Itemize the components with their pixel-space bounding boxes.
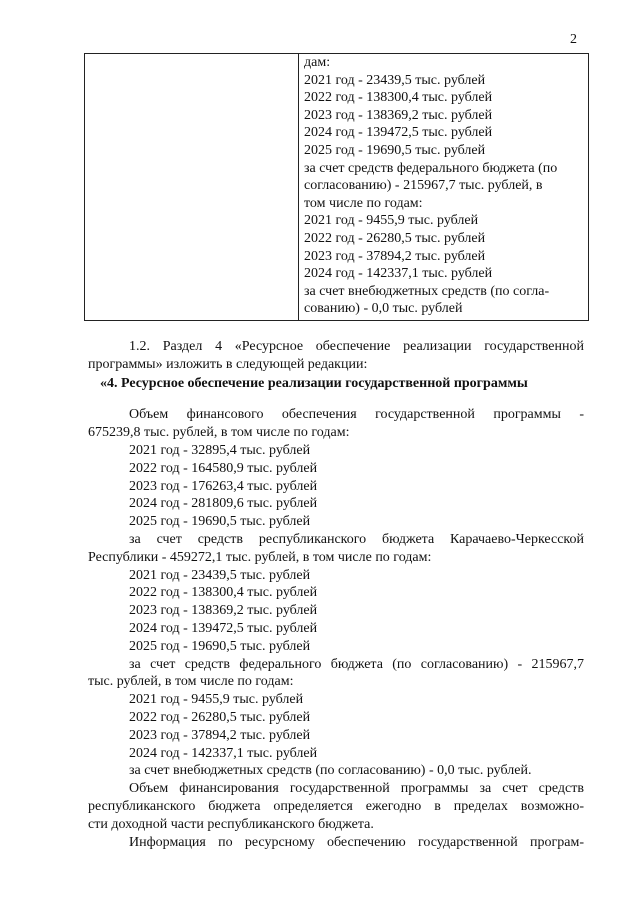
- republic-budget-line: за счет средств республиканского бюджета Карачаево-Черкесской: [129, 531, 584, 547]
- total-volume-line: Объем финансового обеспечения государственной программы -: [129, 407, 584, 423]
- table-cell-line: 2023 год - 37894,2 тыс. рублей: [304, 248, 486, 264]
- table-cell-line: 2022 год - 138300,4 тыс. рублей: [304, 90, 493, 106]
- amendment-intro-line: программы» изложить в следующей редакции:: [88, 356, 368, 372]
- table-right-cell: [299, 54, 589, 321]
- section-body: [88, 338, 584, 851]
- table-cell-line: дам:: [304, 55, 331, 70]
- year-line: 2021 год - 23439,5 тыс. рублей: [129, 567, 311, 583]
- year-line: 2023 год - 37894,2 тыс. рублей: [129, 727, 311, 743]
- table-cell-line: согласованию) - 215967,7 тыс. рублей, в: [304, 178, 543, 194]
- financing-volume-line: республиканского бюджета определяется ежегодно в пределах возможно-: [88, 798, 584, 814]
- year-line: 2022 год - 164580,9 тыс. рублей: [129, 460, 318, 476]
- extrabudgetary-line: за счет внебюджетных средств (по согласованию) - 0,0 тыс. рублей.: [129, 763, 532, 779]
- year-line: 2024 год - 139472,5 тыс. рублей: [129, 620, 318, 636]
- table-cell-line: 2021 год - 9455,9 тыс. рублей: [304, 213, 479, 229]
- republic-budget-line: Республики - 459272,1 тыс. рублей, в том числе по годам:: [88, 549, 432, 565]
- table-cell-line: за счет средств федерального бюджета (по: [304, 160, 558, 176]
- financing-volume-line: сти доходной части республиканского бюджета.: [88, 816, 374, 832]
- table-row: [85, 54, 589, 321]
- federal-budget-line: тыс. рублей, в том числе по годам:: [88, 674, 294, 690]
- federal-budget-line: за счет средств федерального бюджета (по согласованию) - 215967,7: [129, 656, 584, 672]
- total-volume-line: 675239,8 тыс. рублей, в том числе по годам:: [88, 425, 350, 441]
- year-line: 2023 год - 176263,4 тыс. рублей: [129, 478, 318, 494]
- year-line: 2025 год - 19690,5 тыс. рублей: [129, 514, 311, 530]
- year-line: 2021 год - 9455,9 тыс. рублей: [129, 692, 304, 708]
- year-line: 2024 год - 281809,6 тыс. рублей: [129, 496, 318, 512]
- amendment-intro-line: 1.2. Раздел 4 «Ресурсное обеспечение реализации государственной: [129, 339, 584, 354]
- table-cell-line: 2025 год - 19690,5 тыс. рублей: [304, 142, 486, 158]
- table-cell-line: сованию) - 0,0 тыс. рублей: [304, 301, 463, 317]
- year-line: 2022 год - 26280,5 тыс. рублей: [129, 709, 311, 725]
- table-cell-line: том числе по годам:: [304, 195, 423, 211]
- table-cell-line: за счет внебюджетных средств (по согла-: [304, 283, 550, 299]
- year-line: 2024 год - 142337,1 тыс. рублей: [129, 745, 318, 761]
- resource-table: [84, 53, 589, 321]
- table-cell-line: 2022 год - 26280,5 тыс. рублей: [304, 230, 486, 246]
- year-line: 2022 год - 138300,4 тыс. рублей: [129, 585, 318, 601]
- financing-volume-line: Объем финансирования государственной программы за счет средств: [129, 781, 584, 797]
- year-line: 2023 год - 138369,2 тыс. рублей: [129, 603, 318, 619]
- section-heading: «4. Ресурсное обеспечение реализации государственной программы: [100, 375, 528, 391]
- table-cell-line: 2024 год - 142337,1 тыс. рублей: [304, 266, 493, 282]
- table-cell-line: 2023 год - 138369,2 тыс. рублей: [304, 107, 493, 123]
- year-line: 2021 год - 32895,4 тыс. рублей: [129, 442, 311, 458]
- table-cell-line: 2021 год - 23439,5 тыс. рублей: [304, 72, 486, 88]
- resource-info-line: Информация по ресурсному обеспечению государственной програм-: [129, 834, 584, 850]
- table-left-cell: [85, 54, 299, 321]
- table-cell-line: 2024 год - 139472,5 тыс. рублей: [304, 125, 493, 141]
- page-number: 2: [570, 32, 577, 47]
- year-line: 2025 год - 19690,5 тыс. рублей: [129, 638, 311, 654]
